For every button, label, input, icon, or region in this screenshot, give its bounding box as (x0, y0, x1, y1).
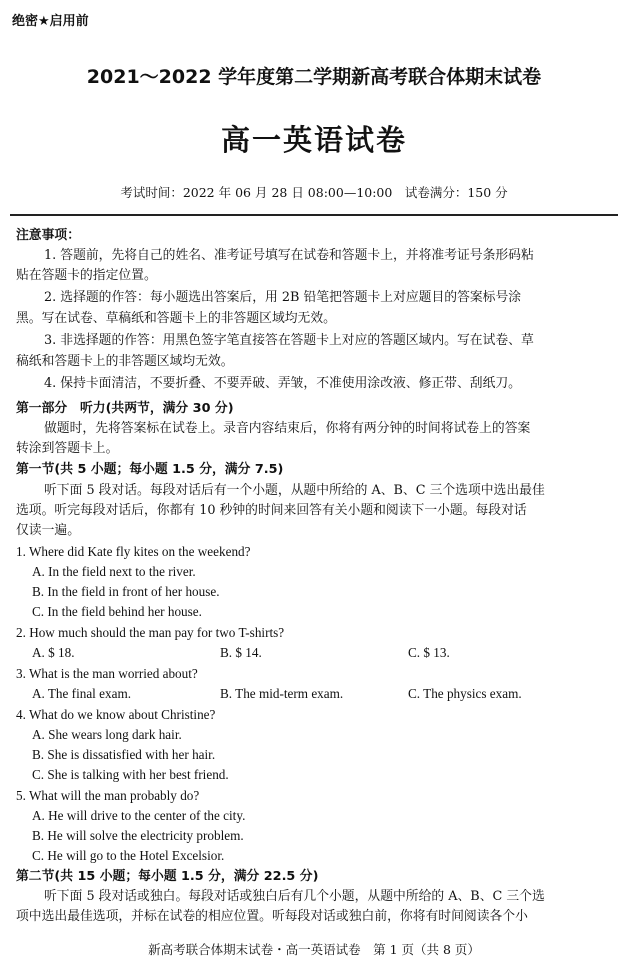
question-2: 2. How much should the man pay for two T-shirts? (16, 625, 285, 640)
notice-line: 稿纸和答题卡上的非答题区域均无效。 (16, 354, 234, 369)
q3-option-a: A. The final exam. (32, 686, 131, 701)
notice-line: 1. 答题前，先将自己的姓名、准考证号填写在试卷和答题卡上，并将准考证号条形码粘 (44, 248, 534, 263)
q3-option-c: C. The physics exam. (408, 686, 522, 701)
page-footer: 新高考联合体期末试卷・高一英语试卷 第 1 页（共 8 页） (148, 942, 480, 957)
section1-intro-line: 选项。听完每段对话后，你都有 10 秒钟的时间来回答有关小题和阅读下一小题。每段对话 (16, 503, 527, 518)
question-3: 3. What is the man worried about? (16, 666, 198, 681)
q5-option-a: A. He will drive to the center of the city. (32, 808, 246, 823)
notice-line: 3. 非选择题的作答：用黑色签字笔直接答在答题卡上对应的答题区域内。写在试卷、草 (44, 333, 534, 348)
exam-subtitle: 高一英语试卷 (220, 123, 407, 157)
q1-option-a: A. In the field next to the river. (32, 564, 196, 579)
question-4: 4. What do we know about Christine? (16, 707, 216, 722)
q4-option-c: C. She is talking with her best friend. (32, 767, 229, 782)
notice-line: 2. 选择题的作答：每小题选出答案后，用 2B 铅笔把答题卡上对应题目的答案标号涂 (44, 290, 522, 305)
q4-option-a: A. She wears long dark hair. (32, 727, 182, 742)
q5-option-b: B. He will solve the electricity problem. (32, 828, 244, 843)
q4-option-b: B. She is dissatisfied with her hair. (32, 747, 216, 762)
confidential-label: 绝密★启用前 (12, 14, 89, 29)
q2-option-c: C. $ 13. (408, 645, 450, 660)
section1-heading: 第一节(共 5 小题；每小题 1.5 分，满分 7.5) (16, 462, 284, 477)
section2-intro-line: 项中选出最佳选项，并标在试卷的相应位置。听每段对话或独白前，你将有时间阅读各个小 (16, 909, 528, 924)
notice-line: 4. 保持卡面清洁，不要折叠、不要弄破、弄皱，不准使用涂改液、修正带、刮纸刀。 (44, 376, 521, 391)
part1-heading: 第一部分 听力(共两节，满分 30 分) (16, 401, 234, 416)
q2-option-b: B. $ 14. (220, 645, 262, 660)
q5-option-c: C. He will go to the Hotel Excelsior. (32, 848, 225, 863)
section1-intro-line: 听下面 5 段对话。每段对话后有一个小题，从题中所给的 A、B、C 三个选项中选出最佳 (44, 483, 545, 498)
header-divider (10, 214, 618, 216)
q2-option-a: A. $ 18. (32, 645, 75, 660)
exam-info: 考试时间：2022 年 06 月 28 日 08:00—10:00 试卷满分：150 分 (120, 185, 508, 200)
section1-intro-line: 仅读一遍。 (16, 523, 80, 538)
q1-option-b: B. In the field in front of her house. (32, 584, 220, 599)
question-5: 5. What will the man probably do? (16, 788, 200, 803)
part1-intro-line: 做题时，先将答案标在试卷上。录音内容结束后，你将有两分钟的时间将试卷上的答案 (44, 421, 531, 436)
part1-intro-line: 转涂到答题卡上。 (16, 441, 119, 456)
section2-heading: 第二节(共 15 小题；每小题 1.5 分，满分 22.5 分) (16, 869, 319, 884)
section2-intro-line: 听下面 5 段对话或独白。每段对话或独白后有几个小题，从题中所给的 A、B、C 三个选 (44, 889, 545, 904)
question-1: 1. Where did Kate fly kites on the weekend? (16, 544, 251, 559)
notice-line: 贴在答题卡的指定位置。 (16, 268, 157, 283)
notice-line: 黑。写在试卷、草稿纸和答题卡上的非答题区域均无效。 (16, 311, 336, 326)
q3-option-b: B. The mid-term exam. (220, 686, 344, 701)
q1-option-c: C. In the field behind her house. (32, 604, 202, 619)
notice-heading: 注意事项： (16, 228, 80, 243)
exam-title: 2021～2022 学年度第二学期新高考联合体期末试卷 (86, 66, 542, 88)
